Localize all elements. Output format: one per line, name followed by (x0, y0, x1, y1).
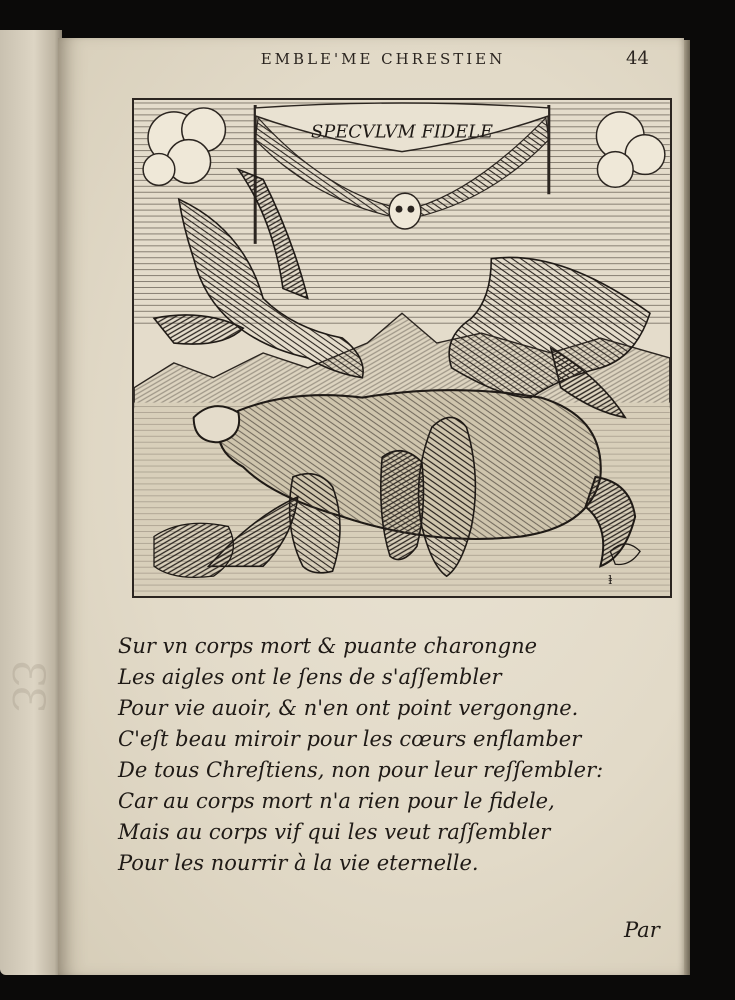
verse-line: Pour vie auoir, & n'en ont point vergongne. (118, 696, 579, 720)
svg-text:ⱡ: ⱡ (608, 573, 613, 588)
engraving-illustration (134, 100, 670, 596)
verse-line: Sur vn corps mort & puante charongne (118, 634, 538, 658)
bleed-through-text: ƐƐ (2, 660, 53, 711)
verse-line: C'eſt beau miroir pour les cœurs enflamber (118, 727, 582, 751)
left-facing-page (0, 30, 62, 975)
running-head: EMBLE'ME CHRESTIEN (260, 50, 506, 68)
verse-line: Car au corps mort n'a rien pour le fidele, (118, 789, 555, 813)
verse-line: Pour les nourrir à la vie eternelle. (118, 851, 479, 875)
verse-line: Mais au corps vif qui les veut raſſembler (118, 820, 551, 844)
verse-line: De tous Chreſtiens, non pour leur reſſembler: (118, 758, 604, 782)
page-number: 44 (626, 48, 649, 69)
verse-line: Les aigles ont le ſens de s'aſſembler (118, 665, 502, 689)
book-page (58, 38, 684, 975)
verse-stanza (118, 631, 678, 879)
emblem-engraving (132, 98, 672, 598)
banner-text: SPECVLVM FIDELE (311, 121, 493, 143)
catchword: Par (624, 918, 660, 942)
